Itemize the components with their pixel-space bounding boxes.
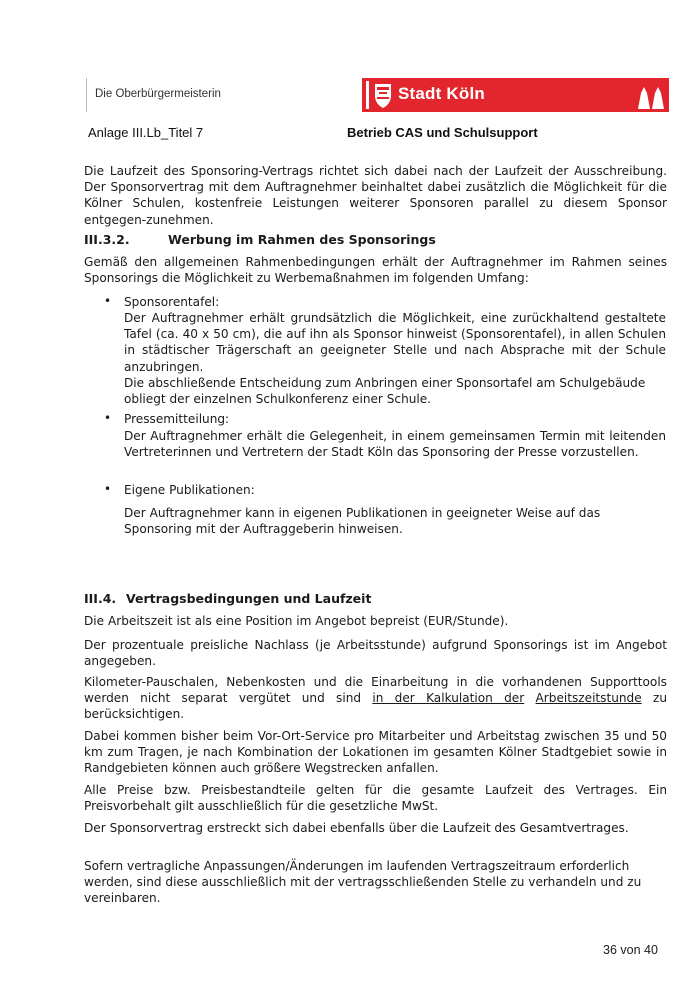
paragraph-vor-ort-service: Dabei kommen bisher beim Vor-Ort-Service pro Mitarbeiter und Arbeitstag zwischen 35 und 50 km zum Tragen, je nach Kombination der Lokationen im gesamten Kölner Stadtgebiet sowie in Randgebieten können auch größere Wegstrecken anfallen. xyxy=(84,729,667,776)
bullet-label-sponsorentafel: Sponsorentafel: xyxy=(124,295,220,309)
bullet-text-sponsorentafel: Der Auftragnehmer erhält grundsätzlich die Möglichkeit, eine zurückhaltend gestaltete Tafel (ca. 40 x 50 cm), die auf ihn als Sponsor hinweist (Sponsorentafel), in allen Schulen in städtischer Trägerschaft an geeigneter Stelle und nach Absprache mit der Schule anzubringen. xyxy=(124,311,666,374)
header-divider xyxy=(86,78,87,112)
bullet-text2-sponsorentafel: Die abschließende Entscheidung zum Anbringen einer Sponsortafel am Schulgebäude obliegt der einzelnen Schulkonferenz einer Schule. xyxy=(124,376,646,407)
section-34-number: III.4. xyxy=(84,591,117,606)
bullet-dot: • xyxy=(104,482,112,496)
section-332-number: III.3.2. xyxy=(84,232,130,247)
logo-text: Stadt Köln xyxy=(398,84,485,103)
kalkulation-link-text: in der Kalkulation der xyxy=(372,691,525,706)
intro-paragraph: Die Laufzeit des Sponsoring-Vertrags richtet sich dabei nach der Laufzeit der Ausschreibung. Der Sponsorvertrag mit dem Auftragnehmer beinhaltet dabei zusätzlich die Möglichkeit für die Kölner Schulen, kostenfreie Leistungen weiterer Sponsoren parallel zu diesem Sponsor entgegen-zunehmen. xyxy=(84,164,667,227)
page-number: 36 von 40 xyxy=(603,943,658,957)
document-title: Betrieb CAS und Schulsupport xyxy=(347,125,538,140)
paragraph-sponsorvertrag: Der Sponsorvertrag erstreckt sich dabei ebenfalls über die Laufzeit des Gesamtvertrages. xyxy=(84,821,629,835)
pauschalen-text-a: Kilometer-Pauschalen, Nebenkosten und die Einarbeitung in die vorhandenen Supporttools werden nicht separat vergütet und sind xyxy=(84,675,667,706)
bullet-text-pressemitteilung: Der Auftragnehmer erhält die Gelegenheit, in einem gemeinsamen Termin mit leitenden Vertreterinnen und Vertretern der Stadt Köln das Sponsoring der Presse vorzustellen. xyxy=(124,429,666,460)
bullet-dot: • xyxy=(104,411,112,425)
bullet-text-publikationen: Der Auftragnehmer kann in eigenen Publikationen in geeigneter Weise auf das Sponsoring mit der Auftraggeberin hinweisen. xyxy=(124,506,601,537)
section-332-intro: Gemäß den allgemeinen Rahmenbedingungen erhält der Auftragnehmer im Rahmen seines Sponsorings die Möglichkeit zu Werbemaßnahmen im folgenden Umfang: xyxy=(84,255,667,286)
paragraph-arbeitszeit: Die Arbeitszeit ist als eine Position im Angebot bepreist (EUR/Stunde). xyxy=(84,614,509,628)
bullet-label-publikationen: Eigene Publikationen: xyxy=(124,483,255,497)
bullet-label-pressemitteilung: Pressemitteilung: xyxy=(124,412,230,426)
paragraph-preise: Alle Preise bzw. Preisbestandteile gelten für die gesamte Laufzeit des Vertrages. Ein Preisvorbehalt gilt ausschließlich für die gesetzliche MwSt. xyxy=(84,783,667,814)
paragraph-nachlass: Der prozentuale preisliche Nachlass (je Arbeitsstunde) aufgrund Sponsorings ist im Angebot angegeben. xyxy=(84,638,667,669)
bullet-dot: • xyxy=(104,294,112,308)
section-34-title: Vertragsbedingungen und Laufzeit xyxy=(126,591,372,606)
arbeitszeitstunde-link-text: Arbeitszeitstunde xyxy=(535,691,642,706)
section-332-title: Werbung im Rahmen des Sponsorings xyxy=(168,232,436,247)
attachment-label: Anlage III.Lb_Titel 7 xyxy=(88,125,204,140)
paragraph-pauschalen xyxy=(84,674,667,723)
office-label: Die Oberbürgermeisterin xyxy=(95,88,221,100)
paragraph-anpassungen: Sofern vertragliche Anpassungen/Änderungen im laufenden Vertragszeitraum erforderlich werden, sind diese ausschließlich mit der vertragsschließenden Stelle zu verhandeln und zu vereinbaren. xyxy=(84,859,642,906)
pauschalen-text-b: zu berücksichtigen. xyxy=(84,691,667,722)
